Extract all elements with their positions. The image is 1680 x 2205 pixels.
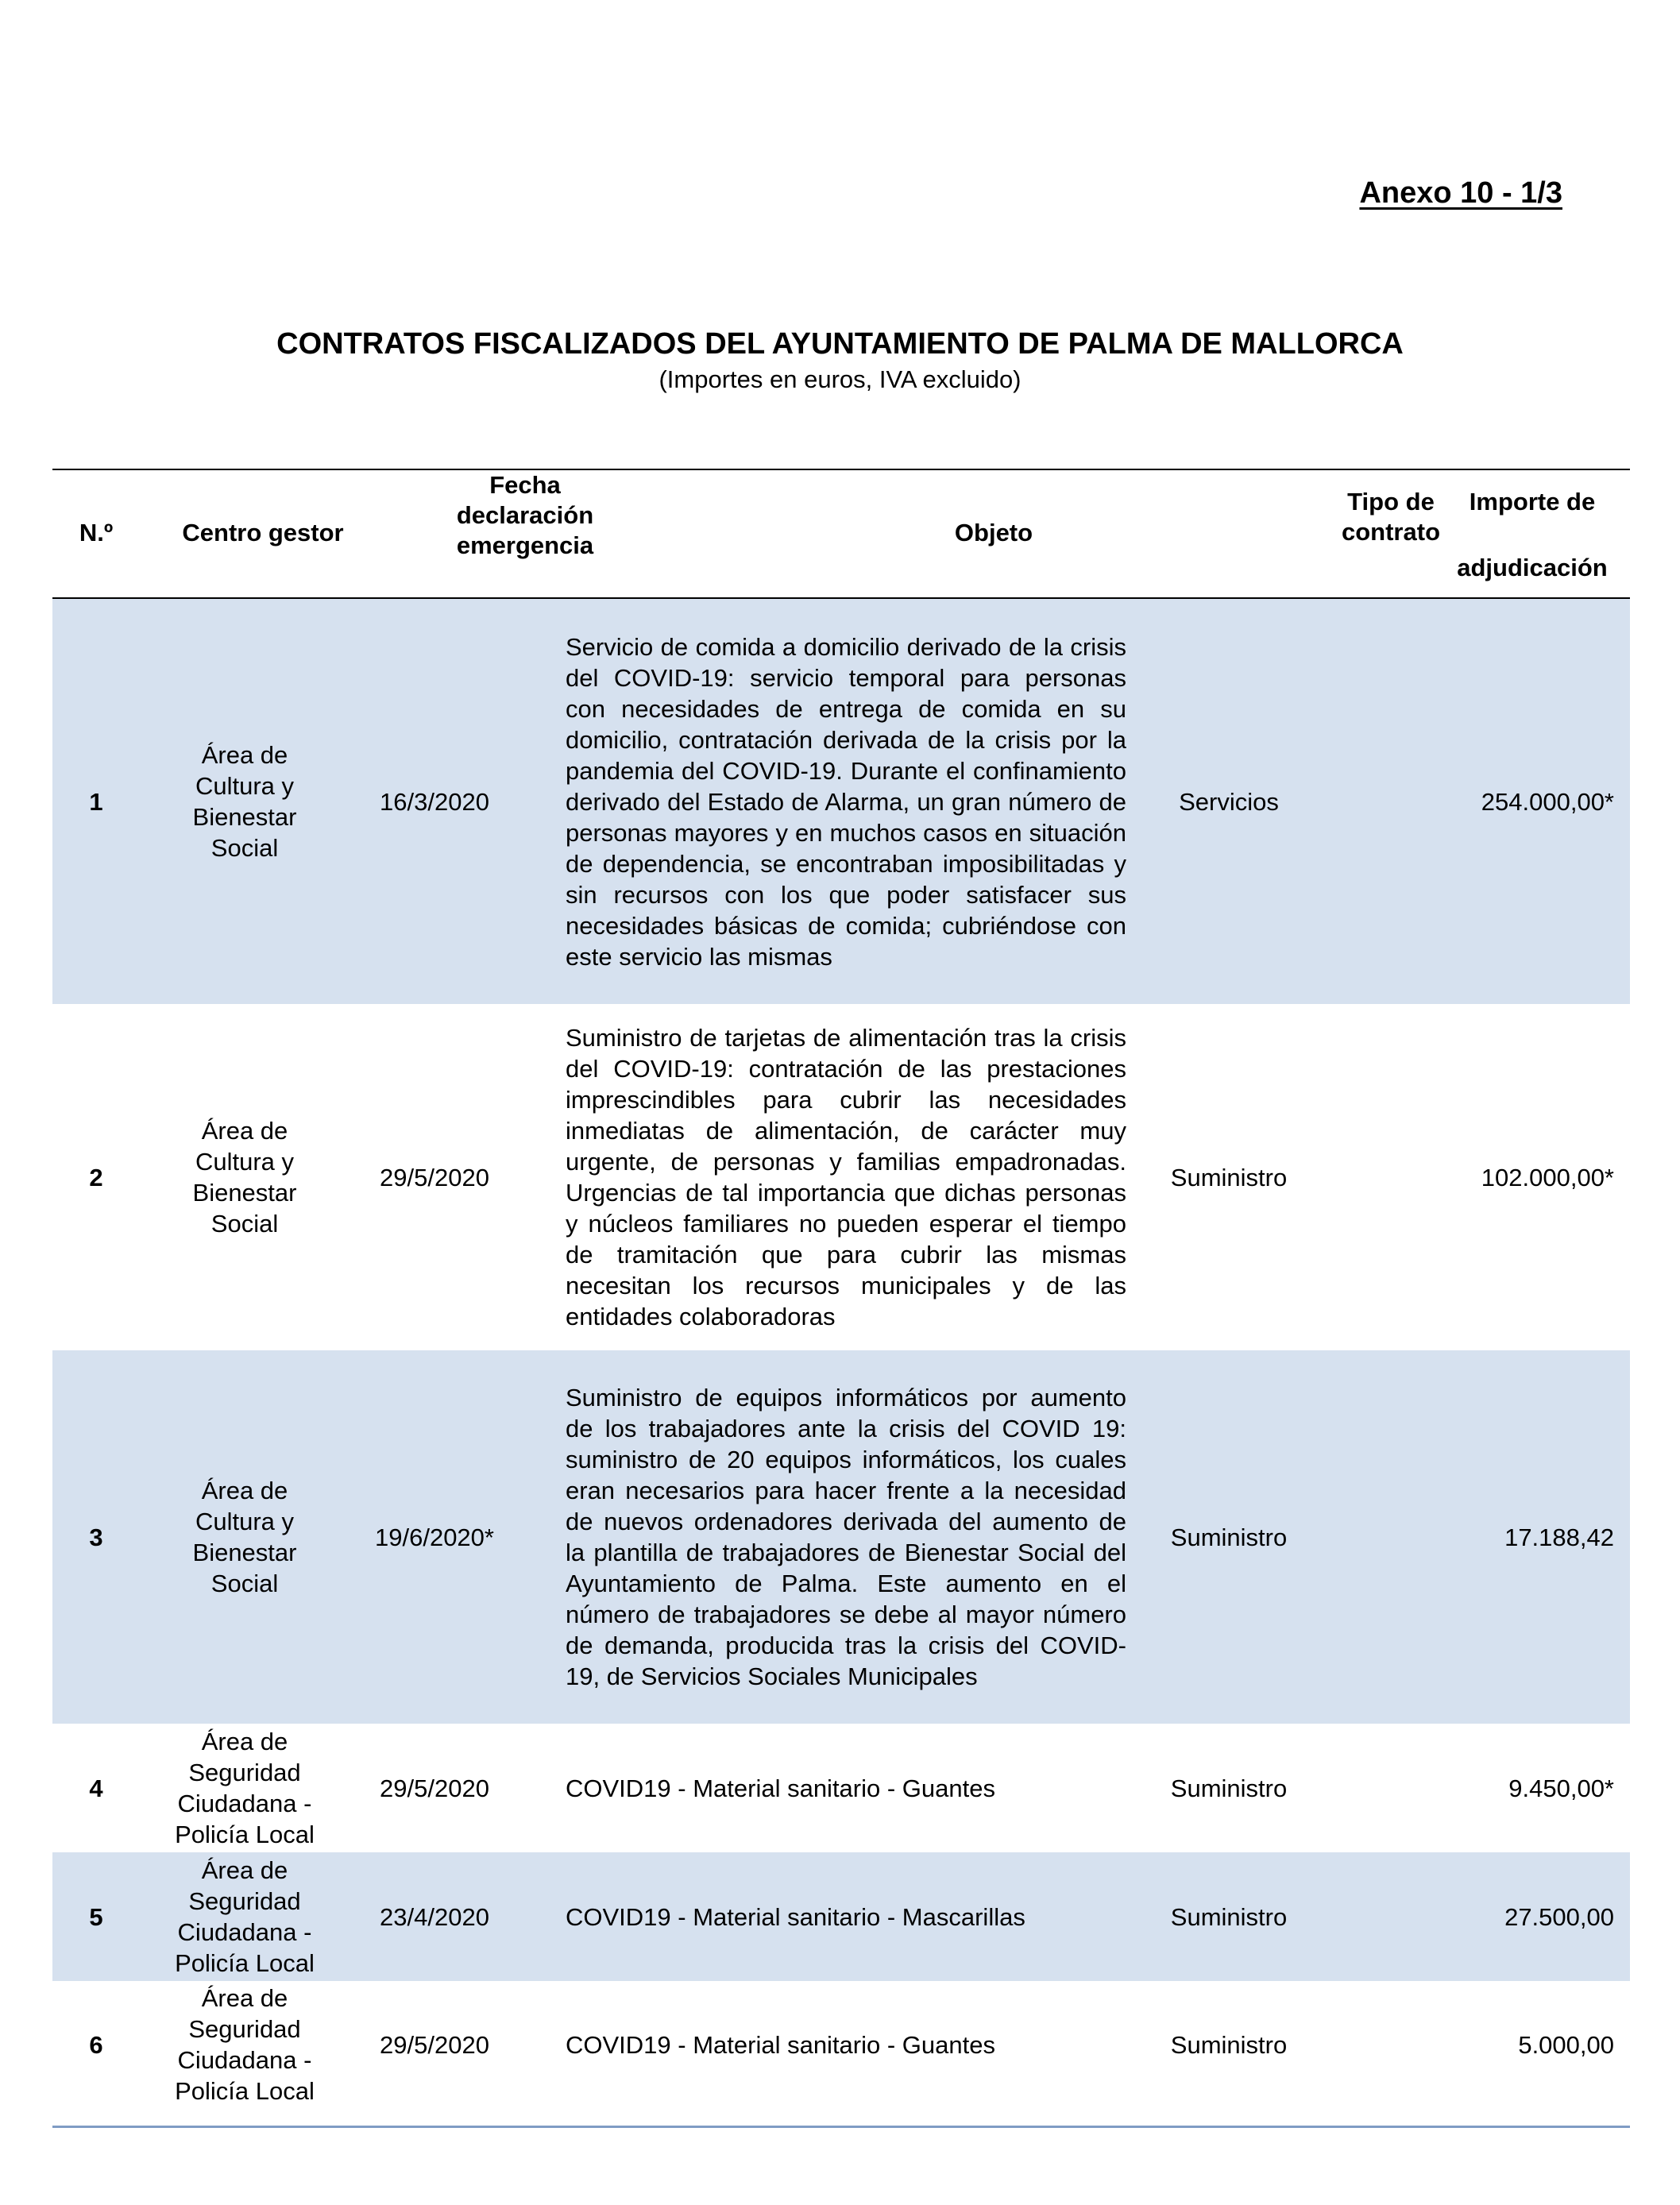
cell-centro-gestor: Área de Seguridad Ciudadana - Policía Local bbox=[175, 1728, 315, 1848]
cell-importe: 27.500,00 bbox=[1504, 1902, 1614, 1931]
cell-no: 3 bbox=[89, 1523, 103, 1551]
cell-objeto: Suministro de equipos informáticos por aumento de los trabajadores ante la crisis del COVID 19: suministro de 20 equipos informáticos, los cuales eran necesarios para hacer frente a la necesidad de nuevos ordenadores derivada del aumento de la plantilla de trabajadores de Bienestar Social del Ayuntamiento de Palma. Este aumento en el número de trabajadores se debe al mayor número de demanda, producida tras la crisis del COVID-19, de Servicios Sociales Municipales bbox=[566, 1384, 1126, 1690]
cell-objeto: COVID19 - Material sanitario - Guantes bbox=[566, 1774, 995, 1802]
table-header bbox=[52, 470, 1630, 597]
page-title: CONTRATOS FISCALIZADOS DEL AYUNTAMIENTO DE PALMA DE MALLORCA bbox=[276, 327, 1404, 361]
page-subtitle: (Importes en euros, IVA excluido) bbox=[658, 365, 1022, 393]
cell-tipo: Servicios bbox=[1179, 787, 1279, 816]
header-tipo-line1: Tipo de bbox=[1347, 488, 1435, 516]
table-row bbox=[52, 1852, 1630, 1981]
header-no: N.º bbox=[79, 519, 114, 546]
cell-centro-gestor: Área de Cultura y Bienestar Social bbox=[192, 1117, 297, 1238]
table-row bbox=[52, 1004, 1630, 1350]
header-tipo-line2: contrato bbox=[1342, 518, 1440, 546]
cell-importe: 5.000,00 bbox=[1518, 2030, 1614, 2059]
header-centro-gestor: Centro gestor bbox=[182, 519, 344, 546]
cell-tipo: Suministro bbox=[1170, 1523, 1288, 1551]
cell-importe: 9.450,00* bbox=[1508, 1774, 1614, 1802]
cell-centro-gestor: Área de Seguridad Ciudadana - Policía Local bbox=[175, 1984, 315, 2105]
cell-fecha: 19/6/2020* bbox=[375, 1523, 494, 1551]
cell-objeto: COVID19 - Material sanitario - Guantes bbox=[566, 2030, 995, 2059]
table-bottom-rule bbox=[52, 2126, 1630, 2128]
cell-centro-gestor: Área de Cultura y Bienestar Social bbox=[192, 741, 297, 862]
cell-tipo: Suministro bbox=[1170, 1902, 1288, 1931]
cell-no: 1 bbox=[89, 787, 103, 816]
cell-no: 6 bbox=[89, 2030, 103, 2059]
cell-fecha: 29/5/2020 bbox=[380, 1163, 489, 1191]
header-fecha-line1: Fecha bbox=[489, 471, 561, 499]
header-fecha-line2: declaración bbox=[456, 501, 594, 529]
contracts-table bbox=[52, 469, 1630, 2128]
cell-fecha: 29/5/2020 bbox=[380, 2030, 489, 2059]
header-importe-line2: adjudicación bbox=[1457, 554, 1608, 581]
cell-importe: 254.000,00* bbox=[1481, 787, 1614, 816]
cell-no: 5 bbox=[89, 1902, 103, 1931]
cell-importe: 17.188,42 bbox=[1504, 1523, 1614, 1551]
table-row bbox=[52, 1981, 1630, 2108]
cell-no: 4 bbox=[89, 1774, 103, 1802]
cell-fecha: 29/5/2020 bbox=[380, 1774, 489, 1802]
header-objeto: Objeto bbox=[954, 519, 1033, 546]
cell-centro-gestor: Área de Seguridad Ciudadana - Policía Local bbox=[175, 1856, 315, 1977]
table-row bbox=[52, 599, 1630, 1004]
cell-objeto: Servicio de comida a domicilio derivado de la crisis del COVID-19: servicio temporal para personas con necesidades de entrega de comida en su domicilio, contratación derivada de la crisis por la pandemia del COVID-19. Durante el confinamiento derivado del Estado de Alarma, un gran número de personas mayores y en muchos casos en situación de dependencia, se encontraban imposibilitadas y sin recursos con los que poder satisfacer sus necesidades básicas de comida; cubriéndose con este servicio las mismas bbox=[566, 632, 1126, 971]
header-fecha bbox=[434, 470, 616, 561]
cell-fecha: 23/4/2020 bbox=[380, 1902, 489, 1931]
cell-tipo: Suministro bbox=[1170, 2030, 1288, 2059]
cell-tipo: Suministro bbox=[1170, 1163, 1288, 1191]
header-fecha-line3: emergencia bbox=[456, 531, 594, 559]
annex-label: Anexo 10 - 1/3 bbox=[1359, 176, 1562, 210]
cell-centro-gestor: Área de Cultura y Bienestar Social bbox=[192, 1477, 297, 1597]
header-importe-line1: Importe de bbox=[1469, 488, 1596, 516]
cell-no: 2 bbox=[89, 1163, 103, 1191]
table-row bbox=[52, 1724, 1630, 1852]
cell-objeto: COVID19 - Material sanitario - Mascarillas bbox=[566, 1902, 1025, 1931]
cell-fecha: 16/3/2020 bbox=[380, 787, 489, 816]
table-row bbox=[52, 1350, 1630, 1724]
cell-objeto: Suministro de tarjetas de alimentación tras la crisis del COVID-19: contratación de las prestaciones imprescindibles para cubrir las necesidades inmediatas de alimentación, de carácter muy urgente, de personas y familias empadronadas. Urgencias de tal importancia que dichas personas y núcleos familiares no pueden esperar el tiempo de tramitación que para cubrir las mismas necesitan los recursos municipales y de las entidades colaboradoras bbox=[566, 1024, 1126, 1330]
cell-importe: 102.000,00* bbox=[1481, 1163, 1614, 1191]
cell-tipo: Suministro bbox=[1170, 1774, 1288, 1802]
